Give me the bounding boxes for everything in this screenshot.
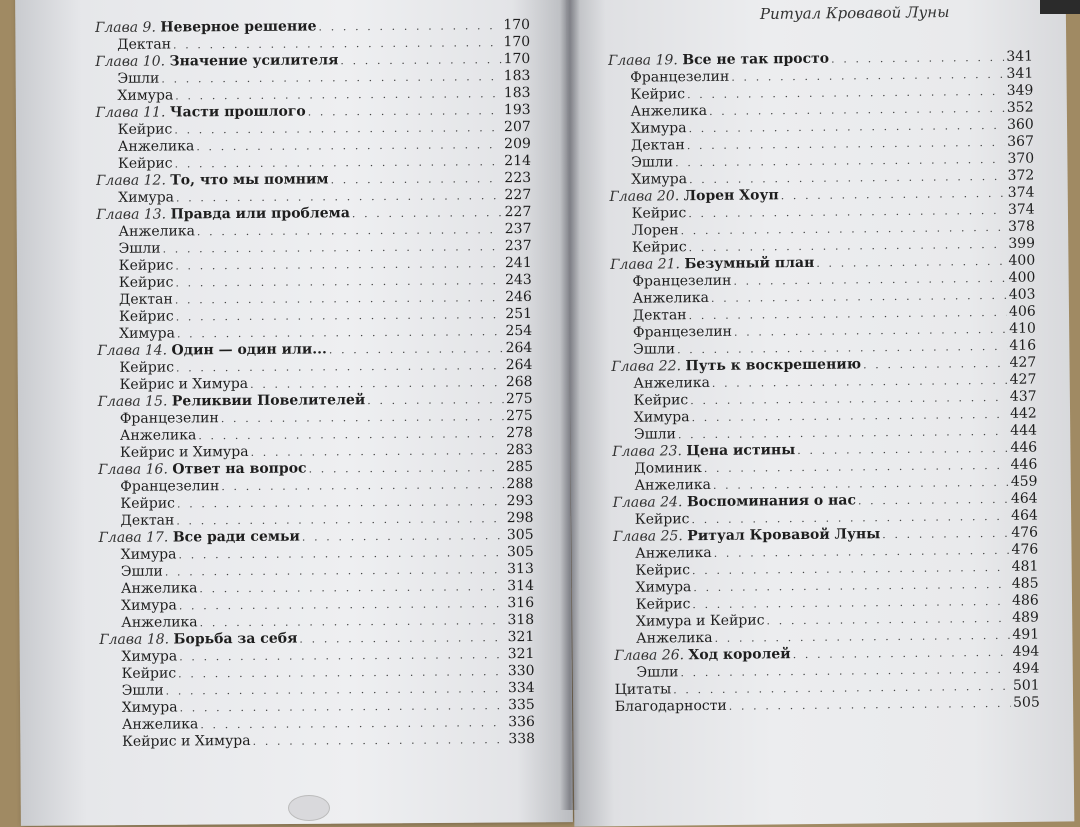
chapter-title: Неверное решение [160, 18, 317, 36]
toc-entry-label [122, 683, 164, 700]
toc-entry-label [121, 648, 177, 665]
chapter-title: Воспоминания о нас [686, 492, 857, 511]
toc-entry-label [95, 18, 317, 37]
page-number: 285 [506, 458, 534, 476]
dot-leader [251, 442, 505, 461]
page-number: 427 [1009, 354, 1037, 371]
toc-entry-label [632, 205, 687, 223]
page-number: 264 [505, 339, 533, 357]
section-title: Кейрис [635, 562, 691, 579]
page-number: 427 [1009, 371, 1037, 388]
page-number: 305 [506, 543, 534, 561]
section-title: Кейрис и Химура [121, 732, 251, 750]
page-number: 193 [503, 101, 531, 119]
section-title: Благодарности [614, 697, 727, 715]
section-title: Кейрис [119, 308, 174, 325]
toc-entry-label [635, 545, 712, 563]
page-number: 370 [1007, 150, 1035, 167]
dot-leader [729, 695, 1012, 715]
toc-entry-label [119, 241, 161, 258]
page-number: 264 [505, 356, 533, 374]
dot-leader [253, 731, 507, 750]
page-number: 459 [1010, 473, 1038, 490]
chapter-title: То, что мы помним [170, 171, 329, 189]
toc-entry-label [119, 325, 175, 342]
section-title: Эшли [633, 341, 676, 358]
dot-leader [221, 476, 504, 495]
page-number: 316 [507, 594, 535, 612]
page-number: 183 [503, 84, 531, 102]
toc-entry-label [632, 290, 709, 308]
page-number: 406 [1008, 303, 1036, 320]
section-title: Химура [121, 597, 177, 614]
toc-entry-label [121, 564, 163, 581]
page-number: 241 [504, 254, 532, 272]
chapter-number: Глава 23. [612, 443, 683, 460]
page-number: 227 [504, 186, 532, 204]
dot-leader [816, 253, 1006, 272]
chapter-title: Лорен Хоуп [683, 187, 779, 205]
toc-entry-label [636, 630, 713, 648]
dot-leader [367, 391, 504, 409]
page-number: 464 [1010, 490, 1038, 507]
page-number: 237 [504, 237, 532, 255]
toc-entry-label [615, 681, 672, 699]
page-number: 334 [507, 679, 535, 697]
page-number: 330 [507, 662, 535, 680]
dot-leader [197, 221, 503, 240]
section-title: Кейрис [118, 274, 174, 291]
page-number: 367 [1007, 133, 1035, 150]
chapter-number: Глава 19. [608, 52, 678, 69]
page-number: 283 [506, 441, 534, 459]
page-number: 318 [507, 611, 535, 629]
toc-entry-label [630, 86, 685, 104]
page-number: 491 [1012, 626, 1040, 643]
dot-leader [863, 355, 1008, 374]
section-title: Анжелика [121, 614, 198, 631]
section-title: Анжелика [632, 289, 710, 307]
toc-entry-label [118, 138, 195, 156]
page-number: 485 [1011, 575, 1039, 592]
page-number: 489 [1012, 609, 1040, 626]
dot-leader [198, 425, 504, 444]
chapter-number: Глава 12. [96, 172, 166, 189]
toc-entry-label [117, 87, 173, 104]
background-object [1040, 0, 1080, 14]
page-number: 207 [503, 118, 531, 136]
dot-leader [318, 17, 501, 35]
section-title: Кейрис [117, 155, 173, 172]
page-number: 223 [504, 169, 532, 187]
chapter-title: Ход королей [688, 646, 791, 664]
toc-entry-label [122, 699, 178, 716]
section-title: Кейрис [633, 392, 689, 409]
chapter-title: Части прошлого [169, 103, 306, 121]
section-title: Анжелика [636, 629, 713, 647]
section-title: Кейрис [634, 511, 690, 528]
section-title: Кейрис [635, 596, 691, 613]
toc-entry-label [631, 137, 685, 155]
toc-entry-label [635, 511, 690, 529]
section-title: Цитаты [614, 681, 672, 698]
toc-entry-label [120, 410, 219, 428]
chapter-title: Ритуал Кровавой Луны [687, 526, 881, 545]
section-title: Францезелин [632, 272, 732, 290]
page-number: 476 [1011, 541, 1039, 558]
section-title: Химура и Кейрис [635, 612, 765, 630]
page-number: 214 [504, 152, 532, 170]
page-number: 400 [1008, 269, 1036, 286]
toc-entry-label [120, 512, 174, 529]
section-title: Кейрис и Химура [119, 443, 249, 461]
page-number: 336 [508, 713, 535, 731]
section-title: Доминик [634, 460, 702, 477]
page-number: 321 [507, 645, 535, 663]
page-number: 416 [1009, 337, 1037, 354]
dot-leader [250, 374, 504, 393]
section-title: Анжелика [633, 374, 710, 392]
toc-entry-label [631, 103, 708, 121]
chapter-title: Все ради семьи [172, 528, 300, 546]
page-number: 494 [1012, 660, 1040, 677]
toc-entry-label [632, 239, 687, 257]
page-number: 464 [1011, 507, 1038, 524]
section-title: Анжелика [119, 427, 197, 444]
section-title: Химура [631, 171, 688, 188]
section-title: Химура [120, 546, 177, 563]
toc-entry-label [121, 546, 177, 563]
chapter-number: Глава 10. [95, 53, 166, 70]
page-number: 399 [1008, 235, 1036, 252]
dot-leader [831, 49, 1004, 68]
toc-entry-label [98, 461, 307, 479]
toc-entry-label [96, 104, 306, 122]
chapter-number: Глава 13. [96, 206, 167, 223]
section-title: Химура [635, 579, 692, 596]
page-number: 437 [1009, 388, 1037, 405]
toc-entry-label [119, 257, 174, 274]
section-title: Кейрис [119, 359, 175, 376]
page-number: 341 [1006, 48, 1034, 65]
section-title: Анжелика [118, 223, 195, 240]
toc-entry-label [121, 614, 198, 632]
section-title: Химура [630, 120, 687, 137]
chapter-title: Цена истины [686, 442, 796, 460]
section-title: Кейрис [120, 495, 176, 512]
section-title: Дектан [118, 291, 173, 308]
page-number: 278 [506, 424, 533, 442]
chapter-title: Реликвии Повелителей [171, 392, 366, 410]
toc-entry-label [636, 579, 692, 597]
page-number: 501 [1012, 677, 1040, 694]
chapter-number: Глава 17. [98, 529, 169, 546]
section-title: Дектан [632, 307, 687, 324]
toc-entry-label [122, 716, 199, 734]
section-title: Эшли [120, 563, 163, 580]
section-title: Дектан [630, 137, 685, 154]
chapter-title: Борьба за себя [173, 630, 298, 648]
dot-leader [340, 51, 501, 69]
toc-entry-label [632, 222, 679, 239]
dot-leader [352, 204, 503, 222]
chapter-number: Глава 14. [97, 342, 168, 359]
page-number: 254 [505, 322, 533, 340]
chapter-title: Ответ на вопрос [172, 460, 307, 478]
chapter-number: Глава 26. [614, 647, 685, 664]
page-number: 352 [1006, 99, 1034, 116]
toc-entry-label [633, 375, 710, 393]
toc-entry-label [614, 646, 791, 665]
section-title: Кейрис и Химура [119, 375, 249, 393]
page-number: 338 [508, 730, 536, 748]
toc-entry-label [119, 291, 173, 308]
section-title: Эшли [636, 664, 679, 681]
section-title: Кейрис [121, 665, 177, 682]
section-title: Анжелика [634, 476, 712, 494]
dot-leader [200, 612, 506, 631]
section-title: Лорен [631, 222, 679, 239]
chapter-number: Глава 22. [611, 358, 682, 375]
toc-entry-label [117, 71, 159, 88]
page-number: 293 [506, 492, 534, 510]
toc-section-entry [100, 731, 535, 751]
section-title: Химура [118, 189, 175, 206]
toc-right-column [608, 49, 1040, 716]
chapter-title: Значение усилителя [169, 52, 339, 70]
chapter-number: Глава 18. [99, 631, 170, 648]
section-title: Анжелика [117, 138, 195, 155]
toc-entry-label [120, 478, 219, 496]
page-number: 486 [1011, 592, 1039, 609]
toc-entry-label [119, 359, 174, 376]
page-number: 442 [1009, 405, 1037, 422]
page-number: 268 [505, 373, 533, 391]
page-number: 275 [505, 407, 533, 425]
section-title: Анжелика [120, 580, 198, 597]
toc-entry-label [120, 495, 175, 512]
section-title: Химура [121, 699, 178, 716]
dot-leader [302, 527, 505, 545]
page-number: 209 [504, 135, 531, 153]
section-title: Кейрис [118, 257, 174, 274]
chapter-title: Один — один или... [171, 341, 327, 359]
section-title: Химура [121, 648, 178, 665]
page-number: 170 [503, 16, 531, 34]
section-title: Дектан [120, 512, 175, 529]
page-number: 481 [1011, 558, 1039, 575]
toc-entry-label [119, 274, 174, 291]
toc-entry-label [634, 409, 690, 427]
toc-entry-label [631, 120, 687, 138]
section-title: Эшли [631, 154, 674, 171]
page-number: 372 [1007, 167, 1035, 184]
section-title: Эшли [117, 70, 160, 87]
toc-entry-label [631, 171, 687, 189]
toc-entry-label [118, 189, 174, 206]
dot-leader [858, 491, 1009, 510]
toc-entry-label [610, 255, 814, 274]
page-number: 170 [503, 33, 531, 51]
page-number: 360 [1006, 116, 1034, 133]
section-title: Химура [117, 87, 174, 104]
dot-leader [882, 525, 1009, 543]
toc-entry-label [95, 52, 338, 71]
page-number: 288 [506, 475, 534, 493]
page-number: 305 [506, 526, 534, 544]
running-head: Ритуал Кровавой Луны [759, 3, 950, 23]
page-number: 298 [506, 509, 534, 527]
dot-leader [200, 714, 506, 733]
section-title: Химура [119, 325, 175, 342]
chapter-title: Все не так просто [682, 50, 830, 69]
toc-entry-label [633, 307, 687, 325]
toc-entry-label [118, 155, 173, 172]
toc-left-column [95, 17, 535, 751]
page-number: 335 [508, 696, 535, 714]
section-title: Дектан [117, 36, 172, 53]
page-number: 243 [505, 271, 532, 289]
page-number: 476 [1011, 524, 1039, 541]
toc-entry-label [631, 154, 673, 171]
toc-entry-label [630, 69, 729, 87]
toc-entry-label [117, 36, 171, 53]
page-number: 446 [1010, 439, 1038, 456]
page-number: 403 [1008, 286, 1036, 303]
toc-entry-label [121, 597, 177, 614]
toc-entry-label [118, 223, 195, 241]
chapter-title: Путь к воскрешению [685, 356, 862, 375]
dot-leader [329, 340, 504, 358]
dot-leader [331, 170, 503, 188]
section-title: Кейрис [631, 239, 687, 256]
chapter-number: Глава 21. [610, 256, 681, 273]
toc-entry-label [633, 324, 732, 342]
section-title: Анжелика [635, 544, 712, 562]
toc-entry-label [122, 733, 251, 751]
toc-entry-label [119, 308, 174, 325]
section-title: Эшли [121, 682, 164, 699]
page-number: 410 [1009, 320, 1036, 337]
toc-entry-label [635, 562, 690, 580]
chapter-title: Правда или проблема [170, 205, 350, 223]
page-number: 505 [1013, 694, 1040, 711]
section-title: Анжелика [121, 716, 199, 733]
page-number: 227 [504, 203, 532, 221]
page-number: 444 [1010, 422, 1038, 439]
page-number: 374 [1007, 184, 1035, 201]
page-number: 494 [1012, 643, 1040, 660]
section-title: Кейрис [117, 121, 173, 138]
toc-entry-label [636, 664, 678, 681]
toc-entry-label [99, 631, 297, 649]
toc-entry-label [634, 392, 689, 410]
toc-entry-label [634, 460, 702, 478]
dot-leader [309, 459, 505, 477]
page-number: 170 [503, 50, 531, 68]
page-number: 341 [1006, 65, 1034, 82]
toc-entry-label [609, 187, 778, 206]
page-number: 321 [507, 628, 535, 646]
section-title: Францезелин [630, 68, 730, 86]
section-title: Анжелика [630, 102, 708, 120]
section-title: Кейрис [631, 205, 687, 222]
toc-entry-label [636, 612, 765, 630]
page-number: 400 [1008, 252, 1036, 269]
dot-leader [221, 408, 504, 427]
section-title: Францезелин [120, 478, 220, 495]
section-title: Химура [633, 409, 690, 426]
toc-entry-label [96, 205, 350, 224]
page-number: 446 [1010, 456, 1038, 473]
toc-entry-label [615, 698, 727, 716]
toc-entry-label [119, 376, 248, 394]
chapter-number: Глава 20. [609, 188, 680, 205]
page-number: 251 [505, 305, 533, 323]
page-number: 378 [1008, 218, 1035, 235]
section-title: Кейрис [630, 86, 686, 103]
page-number: 275 [505, 390, 533, 408]
book-gutter [560, 0, 580, 810]
dot-leader [199, 578, 505, 597]
dot-leader [299, 629, 505, 647]
toc-entry-label [120, 427, 197, 445]
toc-entry-label [634, 426, 676, 443]
dot-leader [308, 102, 502, 120]
toc-entry-label [120, 444, 249, 462]
dot-leader [196, 136, 502, 155]
toc-entry-label [118, 121, 173, 138]
chapter-number: Глава 16. [98, 461, 168, 478]
toc-entry-label [99, 529, 300, 547]
toc-entry-label [634, 477, 711, 495]
toc-entry-label [97, 341, 327, 360]
page-number: 349 [1006, 82, 1034, 99]
toc-entry-label [96, 171, 329, 190]
toc-entry-label [633, 341, 675, 358]
section-title: Эшли [633, 426, 677, 443]
toc-entry-label [98, 392, 366, 411]
toc-entry-label [632, 273, 731, 291]
page-number: 237 [504, 220, 532, 238]
page-number: 374 [1007, 201, 1035, 218]
page-number: 314 [507, 577, 535, 595]
page-number: 183 [503, 67, 531, 85]
section-title: Францезелин [119, 410, 219, 427]
toc-entry-label [612, 442, 795, 461]
chapter-number: Глава 9. [95, 19, 156, 36]
section-title: Францезелин [632, 323, 733, 341]
chapter-number: Глава 15. [97, 393, 168, 410]
toc-entry-label [122, 665, 177, 682]
chapter-title: Безумный план [684, 254, 815, 273]
toc-entry-label [636, 596, 691, 614]
toc-entry-label [121, 580, 198, 598]
section-title: Эшли [118, 240, 161, 257]
chapter-number: Глава 25. [612, 528, 683, 545]
chapter-number: Глава 11. [95, 104, 166, 121]
page-number: 313 [507, 560, 534, 578]
page-number: 246 [505, 288, 532, 306]
page-number-marker [288, 795, 330, 821]
chapter-number: Глава 24. [612, 494, 683, 511]
